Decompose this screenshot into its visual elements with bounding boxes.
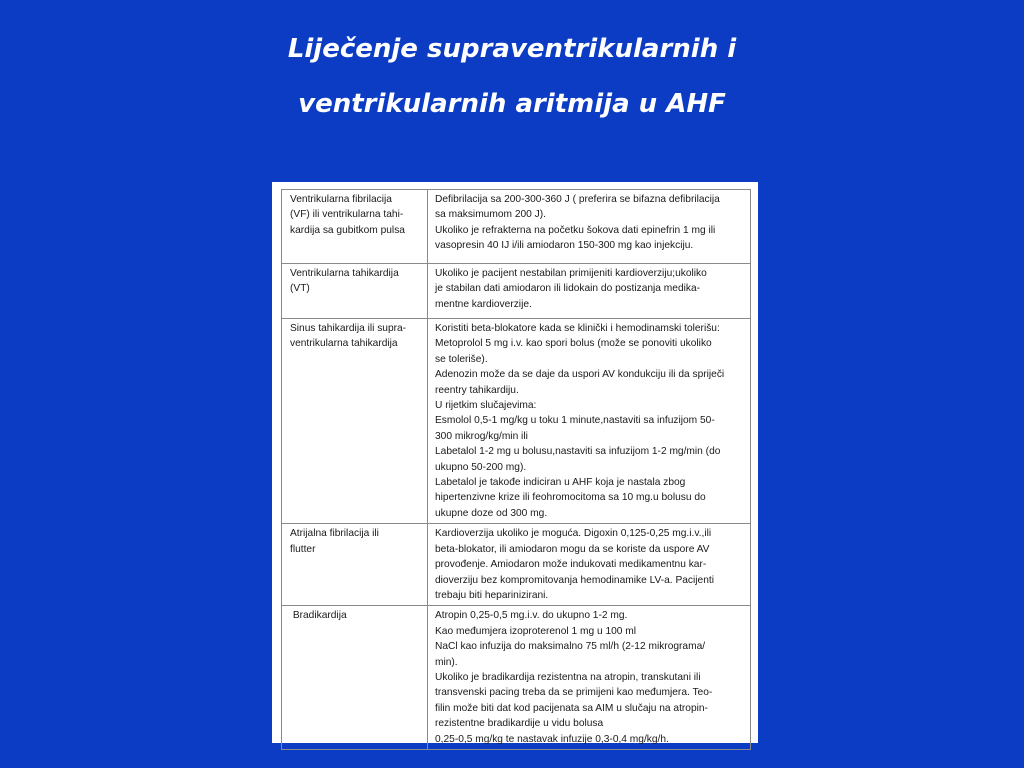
condition-cell <box>282 319 428 524</box>
condition-line: Bradikardija <box>290 610 347 622</box>
condition-line: Atrijalna fibrilacija ili <box>290 528 379 540</box>
therapy-line: Labetalol je takođe indiciran u AHF koja je nastala zbog <box>435 477 686 489</box>
therapy-line: Metoprolol 5 mg i.v. kao spori bolus (može se ponoviti ukoliko <box>435 338 712 350</box>
condition-line: flutter <box>290 543 316 555</box>
therapy-line: 0,25-0,5 mg/kg te nastavak infuzije 0,3-0,4 mg/kg/h. <box>435 733 669 745</box>
therapy-line: beta-blokator, ili amiodaron mogu da se koriste da uspore AV <box>435 543 710 555</box>
therapy-line: dioverziju bez kompromitovanja hemodinamike LV-a. Pacijenti <box>435 574 714 586</box>
condition-line: kardija sa gubitkom pulsa <box>290 224 405 236</box>
therapy-line: se toleriše). <box>435 353 488 365</box>
condition-line: (VF) ili ventrikularna tahi- <box>290 209 404 221</box>
table-row <box>282 524 751 606</box>
slide-title-line-1: Liječenje supraventrikularnih i <box>287 34 737 64</box>
therapy-line: U rijetkim slučajevima: <box>435 400 537 412</box>
therapy-line: 300 mikrog/kg/min ili <box>435 430 528 442</box>
therapy-line: Kao međumjera izoproterenol 1 mg u 100 ml <box>435 625 637 637</box>
table-row <box>282 319 751 524</box>
therapy-cell <box>428 319 751 524</box>
therapy-line: Ukoliko je pacijent nestabilan primijeniti kardioverziju;ukoliko <box>435 268 707 279</box>
therapy-cell <box>428 264 751 319</box>
therapy-cell <box>428 606 751 750</box>
condition-cell <box>282 524 428 606</box>
table-row <box>282 606 751 750</box>
therapy-cell <box>428 190 751 264</box>
therapy-line: Ukoliko je refrakterna na početku šokova dati epinefrin 1 mg ili <box>435 224 716 236</box>
therapy-line: je stabilan dati amiodaron ili lidokain do postizanja medika- <box>435 283 701 295</box>
therapy-line: Koristiti beta-blokatore kada se klinički i hemodinamski tolerišu: <box>435 323 720 334</box>
condition-line: Ventrikularna fibrilacija <box>290 194 392 205</box>
therapy-line: filin može biti dat kod pacijenata sa AIM u slučaju na atropin- <box>435 702 708 714</box>
therapy-line: reentry tahikardiju. <box>435 384 519 396</box>
condition-line: ventrikularna tahikardija <box>290 338 398 350</box>
therapy-line: Kardioverzija ukoliko je moguća. Digoxin 0,125-0,25 mg.i.v.,ili <box>435 528 712 540</box>
therapy-line: ukupne doze od 300 mg. <box>435 507 548 519</box>
condition-cell <box>282 264 428 319</box>
therapy-line: NaCl kao infuzija do maksimalno 75 ml/h (2-12 mikrograma/ <box>435 641 706 653</box>
slide-title-line-2: ventrikularnih aritmija u AHF <box>298 89 726 119</box>
table-row <box>282 264 751 319</box>
therapy-line: rezistentne bradikardije u vidu bolusa <box>435 718 604 730</box>
therapy-line: Ukoliko je bradikardija rezistentna na atropin, transkutani ili <box>435 671 701 683</box>
therapy-line: transvenski pacing treba da se primijeni kao međumjera. Teo- <box>435 687 713 699</box>
therapy-line: trebaju biti heparinizirani. <box>435 589 549 601</box>
therapy-line: Adenozin može da se daje da uspori AV kondukciju ili da spriječi <box>435 369 725 381</box>
condition-cell <box>282 606 428 750</box>
table-image-card <box>272 182 758 743</box>
arrhythmia-therapy-table <box>281 189 751 750</box>
therapy-line: Esmolol 0,5-1 mg/kg u toku 1 minute,nastaviti sa infuzijom 50- <box>435 415 715 427</box>
therapy-line: provođenje. Amiodaron može indukovati medikamentnu kar- <box>435 559 707 571</box>
therapy-line: Defibrilacija sa 200-300-360 J ( preferira se bifazna defibrilacija <box>435 194 720 205</box>
therapy-line: vasopresin 40 IJ i/ili amiodaron 150-300 mg kao injekciju. <box>435 240 694 252</box>
therapy-line: ukupno 50-200 mg). <box>435 461 527 473</box>
condition-line: Ventrikularna tahikardija <box>290 268 399 279</box>
therapy-line: Atropin 0,25-0,5 mg.i.v. do ukupno 1-2 mg. <box>435 610 628 622</box>
therapy-line: min). <box>435 656 458 668</box>
condition-line: (VT) <box>290 283 310 295</box>
therapy-line: sa maksimumom 200 J). <box>435 209 546 221</box>
table-row <box>282 190 751 264</box>
condition-line: Sinus tahikardija ili supra- <box>290 323 407 334</box>
therapy-line: mentne kardioverzije. <box>435 298 532 310</box>
condition-cell <box>282 190 428 264</box>
slide-title <box>0 22 1024 132</box>
therapy-line: Labetalol 1-2 mg u bolusu,nastaviti sa infuzijom 1-2 mg/min (do <box>435 446 721 458</box>
therapy-cell <box>428 524 751 606</box>
therapy-line: hipertenzivne krize ili feohromocitoma sa 10 mg.u bolusu do <box>435 492 706 504</box>
